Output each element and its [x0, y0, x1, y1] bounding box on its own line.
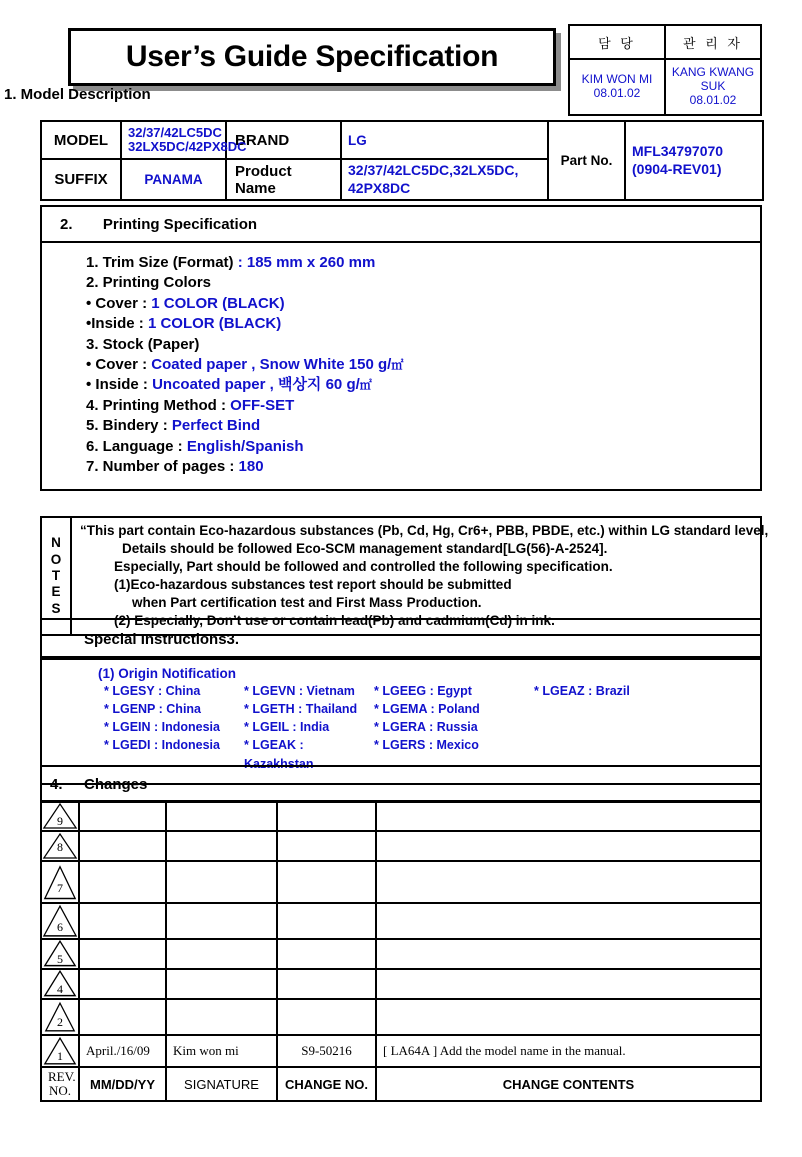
special-instructions-heading-table	[40, 618, 762, 660]
spec-label: 5. Bindery :	[86, 417, 172, 435]
notes-letter-o: O	[50, 551, 62, 567]
table-row[interactable]	[41, 969, 761, 999]
revision-number: 6	[57, 920, 63, 934]
change-date	[79, 969, 166, 999]
changes-heading-table	[40, 765, 762, 803]
change-contents	[376, 999, 761, 1035]
spec-item-stock	[86, 335, 760, 355]
change-date	[79, 939, 166, 969]
document-title-box	[68, 28, 556, 86]
changes-heading-cell	[41, 766, 761, 802]
page-title: User’s Guide Specification	[125, 40, 499, 73]
notes-line-5: when Part certification test and First Mass Production.	[132, 595, 482, 611]
origin-entry: * LGEDI : Indonesia	[104, 738, 220, 753]
origin-entry: * LGENP : China	[104, 702, 202, 717]
model-label: MODEL	[41, 121, 121, 159]
spec-value: 1 COLOR (BLACK)	[147, 315, 282, 333]
origin-row	[104, 682, 760, 700]
model-value-cell	[121, 121, 247, 159]
table-row[interactable]	[41, 1035, 761, 1067]
origin-entry: * LGEAK : Kazakhstan	[244, 738, 314, 771]
spec-value: English/Spanish	[186, 437, 304, 455]
product-name-value-line2: 42PX8DC	[348, 179, 411, 196]
revision-triangle-icon	[42, 970, 78, 998]
revision-marker-cell	[41, 999, 79, 1035]
change-number	[277, 831, 376, 861]
changes-heading-text: Changes	[84, 775, 148, 793]
document-header	[4, 24, 762, 110]
revision-number: 2	[57, 1015, 63, 1029]
footer-rev-line1: REV.	[48, 1068, 76, 1084]
product-name-value-cell	[341, 159, 548, 200]
spec-value: 1 COLOR (BLACK)	[151, 294, 285, 312]
footer-rev-line2: NO.	[48, 1083, 72, 1098]
printing-spec-heading-num: 2.	[60, 215, 73, 233]
model-description-table	[40, 120, 764, 201]
model-row	[41, 121, 763, 159]
change-number	[277, 903, 376, 939]
spec-item-cover-color	[86, 294, 760, 314]
special-instructions-heading: Special Instructions3.	[41, 619, 761, 659]
approval-col2-header: 관 리 자	[665, 25, 761, 59]
spec-item-printing-method	[86, 396, 760, 416]
revision-marker-cell	[41, 801, 79, 831]
revision-marker-cell	[41, 969, 79, 999]
printing-spec-list-cell	[41, 242, 761, 490]
change-signature	[166, 831, 277, 861]
changes-heading-num: 4.	[50, 775, 63, 793]
notes-line-6: (2) Especially, Don’t use or contain lead(Pb) and cadmium(Cd) in ink.	[114, 613, 555, 629]
spec-item-printing-colors	[86, 273, 760, 293]
change-number	[277, 969, 376, 999]
table-row[interactable]	[41, 999, 761, 1035]
printing-spec-heading-cell	[41, 206, 761, 242]
origin-entry: * LGEIN : Indonesia	[104, 720, 220, 735]
revision-triangle-icon	[42, 862, 78, 902]
spec-label: • Cover :	[86, 294, 152, 312]
spec-item-trim-size	[86, 253, 760, 273]
notes-letter-n: N	[51, 535, 61, 551]
change-number	[277, 801, 376, 831]
approval-col1-name: KIM WON MI	[581, 72, 653, 87]
table-row[interactable]	[41, 903, 761, 939]
model-value-line1: 32/37/42LC5DC	[128, 124, 222, 140]
change-contents	[376, 969, 761, 999]
origin-entry: * LGERS : Mexico	[374, 738, 479, 753]
spec-value: Perfect Bind	[171, 417, 261, 435]
origin-entry: * LGERA : Russia	[374, 720, 478, 735]
spec-unit: ㎡	[359, 378, 372, 393]
approval-table	[568, 24, 762, 116]
approval-col1-cell	[569, 59, 665, 115]
part-no-label: Part No.	[548, 121, 625, 200]
origin-entry	[534, 718, 674, 736]
change-date	[79, 801, 166, 831]
approval-col1-header: 담 당	[569, 25, 665, 59]
model-value-line2: 32LX5DC/42PX8DC	[128, 139, 247, 154]
change-contents: [ LA64A ] Add the model name in the manual.	[376, 1035, 761, 1067]
footer-rev-no	[41, 1067, 79, 1101]
table-row[interactable]	[41, 939, 761, 969]
origin-entry: * LGEIL : India	[244, 720, 330, 735]
product-name-label: Product Name	[226, 159, 341, 200]
spec-label: 7. Number of pages :	[86, 457, 239, 475]
revision-marker-cell	[41, 1035, 79, 1067]
brand-label: BRAND	[226, 121, 341, 159]
change-signature	[166, 939, 277, 969]
printing-spec-body-table	[40, 241, 762, 491]
notes-line-2: Details should be followed Eco-SCM management standard[LG(56)-A-2524].	[122, 541, 608, 557]
printing-spec-list	[42, 253, 760, 477]
spec-value: 180	[238, 457, 264, 475]
spec-label: •Inside :	[86, 315, 148, 333]
footer-contents-label: CHANGE CONTENTS	[376, 1067, 761, 1101]
notes-line-3: Especially, Part should be followed and controlled the following specification.	[114, 559, 613, 575]
footer-change-no-label: CHANGE NO.	[277, 1067, 376, 1101]
spec-item-inside-color	[86, 314, 760, 334]
spec-item-cover-paper	[86, 355, 760, 375]
notes-line-4: (1)Eco-hazardous substances test report should be submitted	[114, 577, 512, 593]
origin-entry	[534, 700, 674, 718]
revision-marker-cell	[41, 903, 79, 939]
change-date: April./16/09	[79, 1035, 166, 1067]
change-signature	[166, 969, 277, 999]
spec-label: 4. Printing Method :	[86, 396, 231, 414]
change-signature	[166, 801, 277, 831]
change-signature: Kim won mi	[166, 1035, 277, 1067]
footer-date-label: MM/DD/YY	[79, 1067, 166, 1101]
change-signature	[166, 861, 277, 903]
printing-spec-heading-text: Printing Specification	[102, 215, 258, 233]
spec-label: 6. Language :	[86, 437, 187, 455]
revision-triangle-icon	[42, 802, 78, 830]
table-row[interactable]	[41, 831, 761, 861]
footer-signature-label: SIGNATURE	[166, 1067, 277, 1101]
spec-value: OFF-SET	[230, 396, 295, 414]
notes-letter-t: T	[51, 568, 61, 583]
change-date	[79, 903, 166, 939]
revision-triangle-icon	[42, 1000, 78, 1034]
brand-value: LG	[341, 121, 548, 159]
approval-col2-name: KANG KWANG SUK	[671, 65, 755, 94]
change-date	[79, 861, 166, 903]
section-1-heading: 1. Model Description	[4, 86, 151, 103]
revision-marker-cell	[41, 939, 79, 969]
spec-value: Coated paper , Snow White 150 g/	[151, 355, 392, 373]
origin-entry: * LGEEG : Egypt	[374, 684, 472, 698]
origin-row	[104, 700, 760, 718]
revision-number: 9	[57, 814, 63, 828]
origin-entry: * LGEMA : Poland	[374, 702, 480, 717]
origin-entry: * LGESY : China	[104, 684, 201, 698]
part-no-value-cell	[625, 121, 763, 200]
revision-marker-cell	[41, 861, 79, 903]
revision-triangle-icon	[42, 1036, 78, 1066]
suffix-value: PANAMA	[121, 159, 226, 200]
origin-row	[104, 718, 760, 736]
change-signature	[166, 903, 277, 939]
approval-col2-cell	[665, 59, 761, 115]
revision-number: 4	[57, 982, 63, 996]
change-contents	[376, 939, 761, 969]
revision-triangle-icon	[42, 940, 78, 968]
notes-letter-e: E	[51, 584, 61, 600]
changes-table	[40, 800, 762, 1102]
origin-entry: * LGETH : Thailand	[244, 702, 358, 717]
revision-triangle-icon	[42, 904, 78, 938]
spec-item-number-of-pages	[86, 457, 760, 477]
spec-label: 3. Stock (Paper)	[86, 335, 200, 353]
revision-marker-cell	[41, 831, 79, 861]
change-contents	[376, 861, 761, 903]
spec-value: : 185 mm x 260 mm	[237, 254, 376, 271]
change-number	[277, 861, 376, 903]
origin-entry: * LGEAZ : Brazil	[534, 684, 630, 698]
change-date	[79, 999, 166, 1035]
change-number: S9-50216	[277, 1035, 376, 1067]
spec-item-inside-paper	[86, 375, 760, 395]
change-contents	[376, 831, 761, 861]
revision-number: 7	[57, 881, 63, 895]
product-name-value-line1: 32/37/42LC5DC,32LX5DC,	[348, 162, 519, 178]
origin-notification-title: (1) Origin Notification	[98, 666, 236, 681]
table-row[interactable]	[41, 861, 761, 903]
revision-number: 5	[57, 952, 63, 966]
approval-col1-date: 08.01.02	[593, 86, 641, 100]
revision-number: 8	[57, 840, 63, 854]
revision-triangle-icon	[42, 832, 78, 860]
table-row[interactable]	[41, 801, 761, 831]
spec-value: Uncoated paper , 백상지 60 g/	[152, 376, 360, 394]
spec-item-language	[86, 437, 760, 457]
spec-item-bindery	[86, 416, 760, 436]
part-no-value-line1: MFL34797070	[632, 143, 724, 159]
spec-label: • Inside :	[86, 376, 153, 394]
approval-col2-date: 08.01.02	[689, 92, 737, 107]
revision-number: 1	[57, 1049, 63, 1063]
change-contents	[376, 801, 761, 831]
printing-spec-heading-table	[40, 205, 762, 243]
spec-label: • Cover :	[86, 355, 152, 373]
origin-notification-grid	[42, 682, 760, 773]
change-date	[79, 831, 166, 861]
notes-letter-s: S	[51, 600, 61, 616]
origin-entry: * LGEVN : Vietnam	[244, 684, 355, 698]
change-contents	[376, 903, 761, 939]
change-number	[277, 999, 376, 1035]
spec-label: 2. Printing Colors	[86, 274, 212, 292]
change-number	[277, 939, 376, 969]
spec-unit: ㎡	[391, 357, 404, 372]
spec-label: 1. Trim Size (Format)	[86, 254, 238, 271]
part-no-value-line2: (0904-REV01)	[632, 160, 722, 177]
suffix-label: SUFFIX	[41, 159, 121, 200]
notes-line-1: “This part contain Eco-hazardous substances (Pb, Cd, Hg, Cr6+, PBB, PBDE, etc.) within LG standard level,	[80, 523, 769, 538]
changes-footer-row	[41, 1067, 761, 1101]
change-signature	[166, 999, 277, 1035]
